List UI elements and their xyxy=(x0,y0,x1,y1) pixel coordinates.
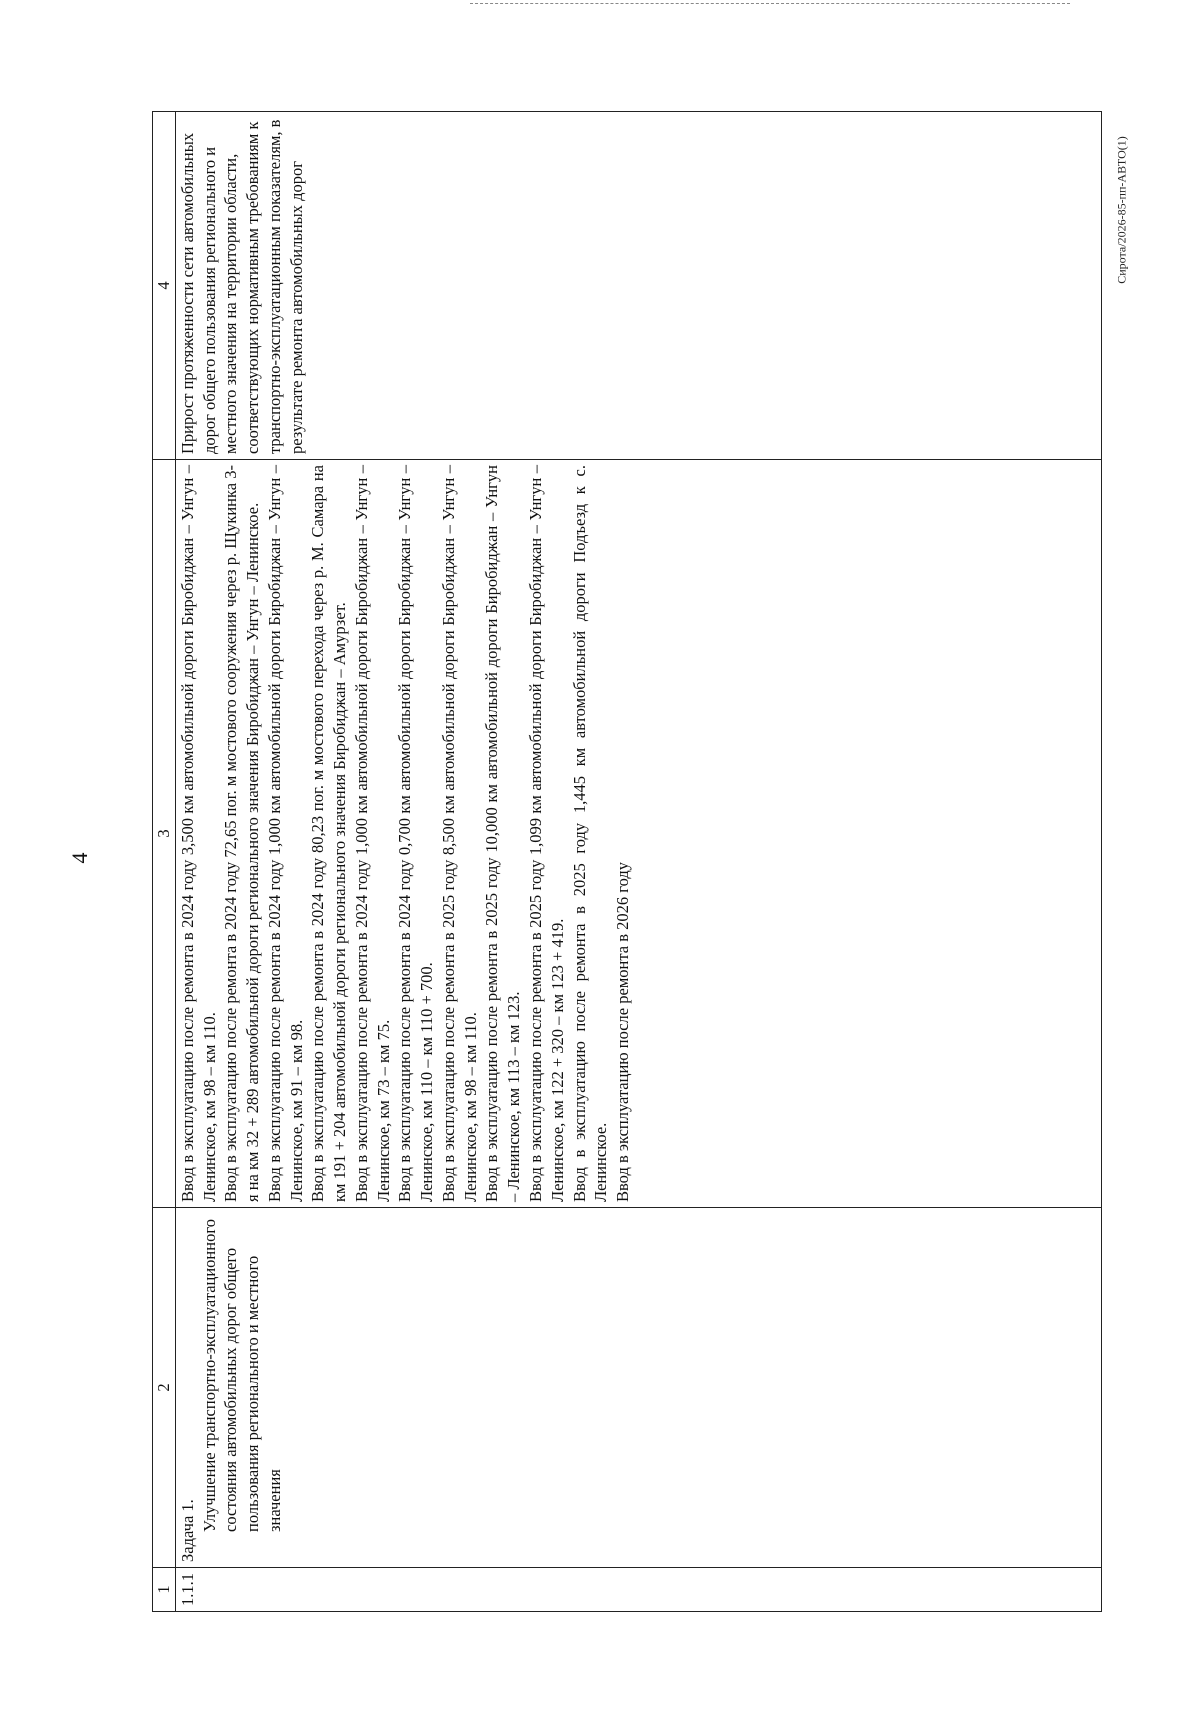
page-number: 4 xyxy=(67,852,92,864)
result-entry-3: Ввод в эксплуатацию после ремонта в 2024 году 1,000 км автомобильной дороги Биробиджан – Унгун – Ленинское, км 91 – км 98. xyxy=(264,465,306,1202)
table-header-row xyxy=(153,112,176,1612)
column-header-3: 3 xyxy=(153,460,176,1208)
result-entry-5: Ввод в эксплуатацию после ремонта в 2024 году 1,000 км автомобильной дороги Биробиджан – Унгун – Ленинское, км 73 – км 75. xyxy=(351,465,393,1202)
column-header-2: 2 xyxy=(153,1208,176,1568)
column-header-1: 1 xyxy=(153,1568,176,1612)
result-entry-4: Ввод в эксплуатацию после ремонта в 2024 году 80,23 пог. м мостового перехода через р. М. Самара на км 191 + 204 автомобильной дороги регионального значения Биробиджан – Амурзет. xyxy=(308,465,350,1202)
table-row xyxy=(175,112,1101,1612)
task-label: Задача 1. xyxy=(177,1499,197,1562)
result-entry-6: Ввод в эксплуатацию после ремонта в 2024 году 0,700 км автомобильной дороги Биробиджан – Унгун – Ленинское, км 110 – км 110 + 700. xyxy=(395,465,437,1202)
program-table-container xyxy=(152,112,1102,1612)
result-entry-7: Ввод в эксплуатацию после ремонта в 2025 году 8,500 км автомобильной дороги Биробиджан – Унгун – Ленинское, км 98 – км 110. xyxy=(438,465,480,1202)
row-number-cell: 1.1.1 xyxy=(175,1568,1101,1612)
result-entry-8: Ввод в эксплуатацию после ремонта в 2025 году 10,000 км автомобильной дороги Биробиджан – Унгун – Ленинское, км 113 – км 123. xyxy=(482,465,524,1202)
task-description: Улучшение транспортно-эксплуатационного состояния автомобильных дорог общего пользования регионального и местного значения xyxy=(199,1219,284,1532)
column-header-4: 4 xyxy=(153,112,176,460)
top-border-line xyxy=(470,3,1070,4)
result-entry-2: Ввод в эксплуатацию после ремонта в 2024 году 72,65 пог. м мостового сооружения через р. Щукинка 3-я на км 32 + 289 автомобильной дороги регионального значения Биробиджан – Унгун – Ленинское. xyxy=(221,465,263,1202)
document-code: Сирота/2026-85-пп-АВТО(1) xyxy=(1114,136,1129,284)
result-entry-9: Ввод в эксплуатацию после ремонта в 2025 году 1,099 км автомобильной дороги Биробиджан – Унгун – Ленинское, км 122 + 320 – км 123 + 419. xyxy=(526,465,567,1202)
task-cell xyxy=(175,1208,1101,1568)
program-table xyxy=(152,111,1102,1612)
results-cell xyxy=(175,460,1101,1208)
result-entry-10: Ввод в эксплуатацию после ремонта в 2025 году 1,445 км автомобильной дороги Подъезд к с. Ленинское. xyxy=(569,465,611,1202)
result-entry-1: Ввод в эксплуатацию после ремонта в 2024 году 3,500 км автомобильной дороги Биробиджан – Унгун – Ленинское, км 98 – км 110. xyxy=(177,465,219,1202)
result-entry-11: Ввод в эксплуатацию после ремонта в 2026 году xyxy=(613,861,633,1202)
indicator-cell: Прирост протяженности сети автомобильных дорог общего пользования регионального и местного значения на территории области, соответствующих нормативным требованиям к транспортно-эксплуатационным показателям, в результате ремонта автомобильных дорог xyxy=(175,112,1101,460)
